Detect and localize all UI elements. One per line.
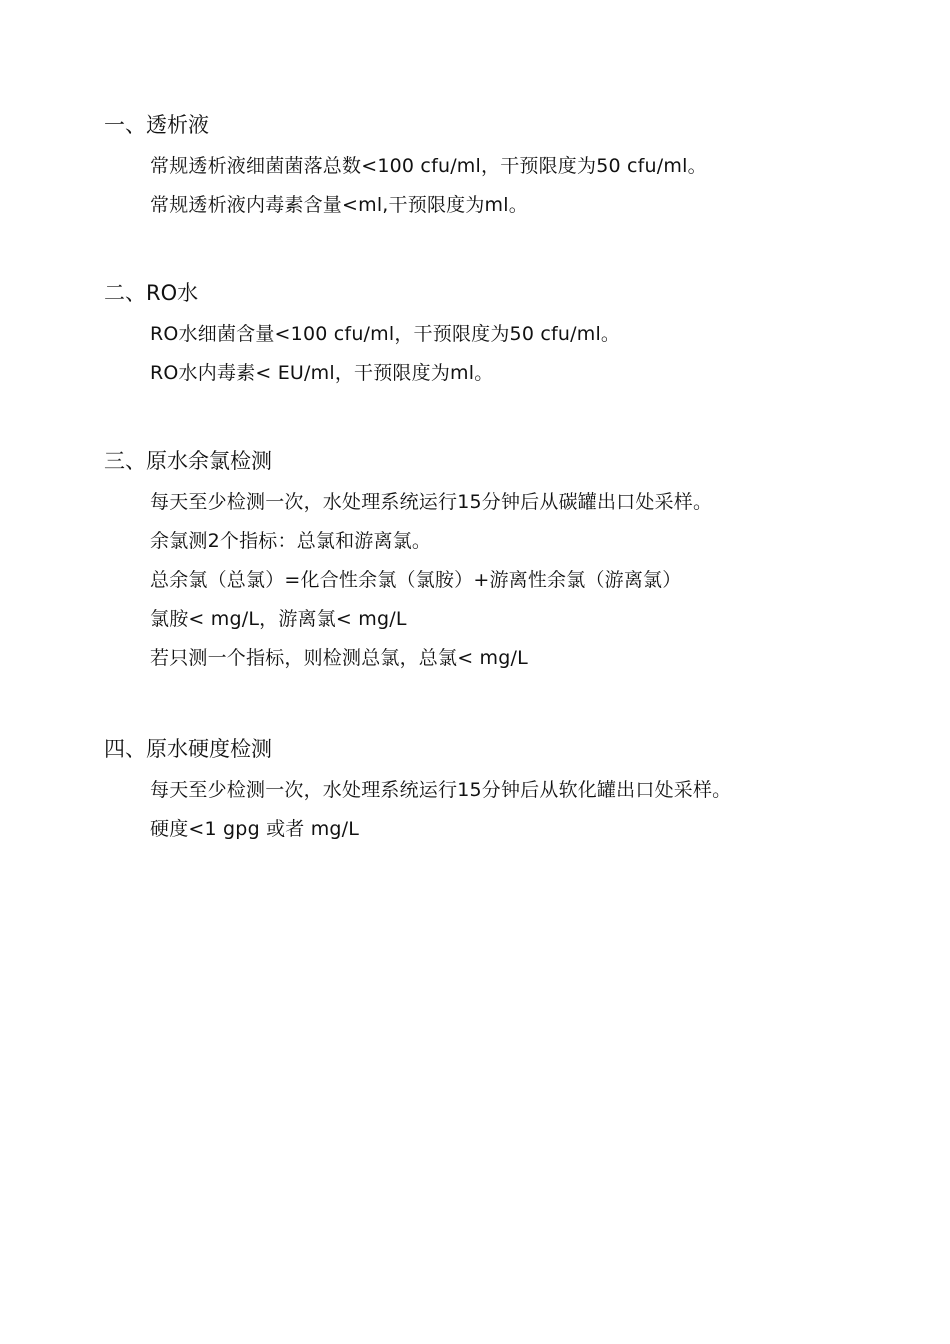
paragraph-line: 常规透析液细菌菌落总数<100 cfu/ml，干预限度为50 cfu/ml。 [150,155,707,177]
section-heading: 二、RO水 [104,281,199,305]
paragraph-line: RO水内毒素< EU/ml，干预限度为ml。 [150,362,494,384]
section-heading: 四、原水硬度检测 [104,737,272,761]
paragraph-line: 每天至少检测一次，水处理系统运行15分钟后从软化罐出口处采样。 [150,779,732,801]
paragraph-line: RO水细菌含量<100 cfu/ml，干预限度为50 cfu/ml。 [150,323,621,345]
section-heading: 三、原水余氯检测 [104,449,272,473]
paragraph-line: 总余氯（总氯）=化合性余氯（氯胺）+游离性余氯（游离氯） [150,569,682,591]
paragraph-line: 余氯测2个指标：总氯和游离氯。 [150,530,432,552]
paragraph-line: 氯胺< mg/L，游离氯< mg/L [150,608,407,630]
section-heading: 一、透析液 [104,113,209,137]
section-ro-water [104,278,904,386]
section-hardness [104,734,904,842]
paragraph-line: 每天至少检测一次，水处理系统运行15分钟后从碳罐出口处采样。 [150,491,713,513]
paragraph-line: 若只测一个指标，则检测总氯，总氯< mg/L [150,647,528,669]
section-dialysate [104,110,904,218]
paragraph-line: 硬度<1 gpg 或者 mg/L [150,818,360,840]
paragraph-line: 常规透析液内毒素含量<ml,干预限度为ml。 [150,194,528,216]
section-residual-chlorine [104,446,904,671]
